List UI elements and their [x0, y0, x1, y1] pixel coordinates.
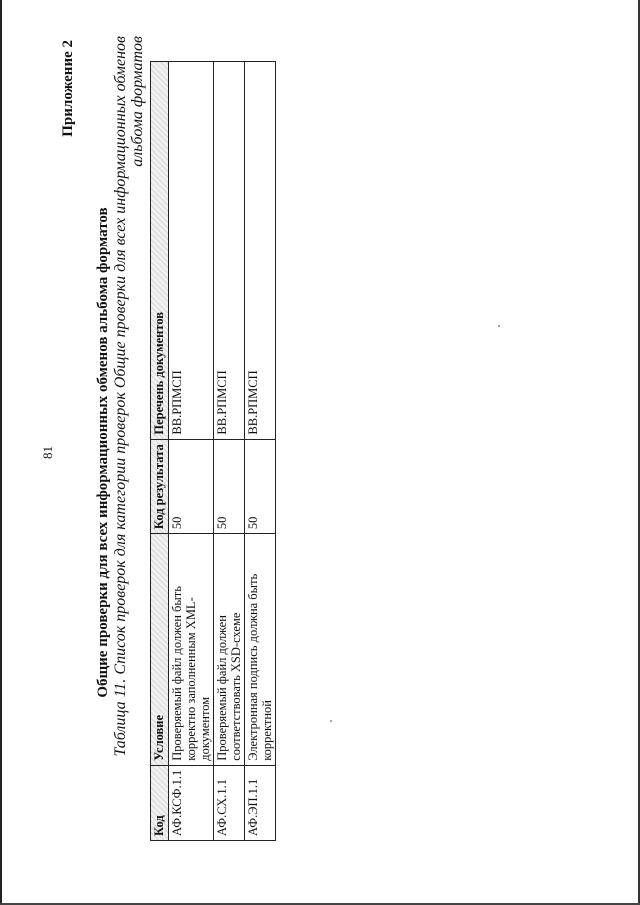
header-condition: Условие [151, 534, 169, 766]
scan-speck [330, 720, 332, 722]
cell-code: АФ.СХ.1.1 [214, 765, 245, 840]
table-row [214, 62, 245, 841]
page-number: 81 [40, 446, 55, 459]
checks-table [150, 61, 276, 841]
cell-result-code: 50 [245, 439, 276, 534]
header-code: Код [151, 765, 169, 840]
cell-document-list: ВВ.РПМСП [245, 62, 276, 440]
section-title: Общие проверки для всех информационных обменов альбома форматов [95, 207, 111, 698]
table-header-row [151, 62, 169, 841]
cell-code: АФ.КСФ.1.1 [169, 765, 214, 840]
cell-condition: Проверяемый файл должен быть корректно заполненным XML-документом [169, 534, 214, 766]
table-caption: Таблица 11. Список проверок для категории проверок Общие проверки для всех информационных обменов альбома форматов [112, 36, 146, 757]
table-row [245, 62, 276, 841]
cell-result-code: 50 [214, 439, 245, 534]
cell-code: АФ.ЭП.1.1 [245, 765, 276, 840]
header-result-code: Код результата [151, 439, 169, 534]
scan-speck [498, 325, 500, 327]
cell-condition: Электронная подпись должна быть корректной [245, 534, 276, 766]
appendix-label: Приложение 2 [60, 40, 76, 137]
cell-result-code: 50 [169, 439, 214, 534]
cell-document-list: ВВ.РПМСП [214, 62, 245, 440]
cell-condition: Проверяемый файл должен соответствовать XSD-схеме [214, 534, 245, 766]
cell-document-list: ВВ.РПМСП [169, 62, 214, 440]
table-row [169, 62, 214, 841]
header-document-list: Перечень документов [151, 62, 169, 440]
